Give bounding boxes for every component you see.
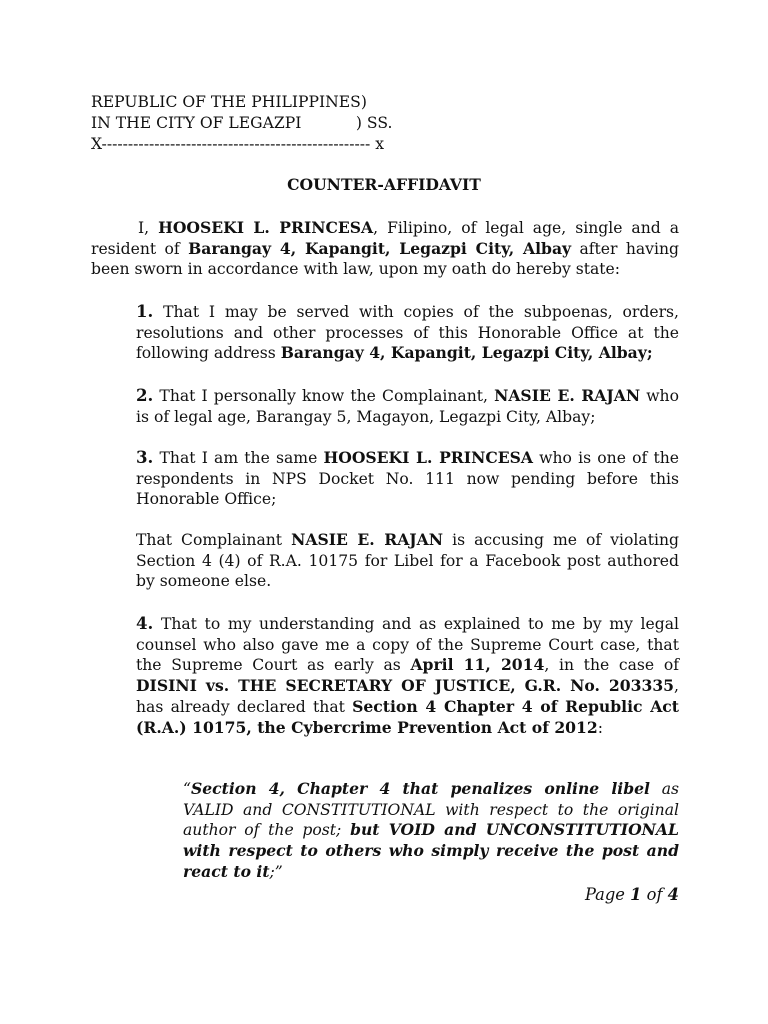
venue-separator: X--------------------------------------------------- x — [91, 135, 385, 153]
venue-line-republic: REPUBLIC OF THE PHILIPPINES) — [91, 93, 367, 111]
venue-header — [91, 92, 691, 155]
quoted-ruling: “Section 4, Chapter 4 that penalizes online libel as VALID and CONSTITUTIONAL with respect to the original author of the post; but VOID and UNCONSTITUTIONAL with respect to others who simply receive the post and react to it;” — [183, 779, 679, 881]
total-pages: 4 — [667, 885, 679, 904]
complainant-name: NASIE E. RAJAN — [494, 386, 641, 405]
paragraph-number: 2. — [136, 385, 154, 405]
case-title: DISINI vs. THE SECRETARY OF JUSTICE, G.R. No. 203335 — [136, 676, 675, 696]
paragraph-1: 1. That I may be served with copies of the subpoenas, orders, resolutions and other processes of this Honorable Office at the following address Barangay 4, Kapangit, Legazpi City, Albay; — [136, 301, 679, 363]
paragraph-3: 3. That I am the same HOOSEKI L. PRINCESA who is one of the respondents in NPS Docket No. 111 now pending before this Honorable Office; — [136, 447, 679, 509]
affiant-name: HOOSEKI L. PRINCESA — [158, 218, 374, 237]
paragraph-4: 4. That to my understanding and as explained to me by my legal counsel who also gave me a copy of the Supreme Court case, that the Supreme Court as early as April 11, 2014, in the case of DISINI vs. THE SECRETARY OF JUSTICE, G.R. No. 203335, has already declared that Section 4 Chapter 4 of Republic Act (R.A.) 10175, the Cybercrime Prevention Act of 2012: — [136, 613, 679, 737]
paragraph-complainant-accusation: That Complainant NASIE E. RAJAN is accusing me of violating Section 4 (4) of R.A. 10175 for Libel for a Facebook post authored by someone else. — [136, 530, 679, 591]
paragraph-2: 2. That I personally know the Complainant, NASIE E. RAJAN who is of legal age, Barangay 5, Magayon, Legazpi City, Albay; — [136, 385, 679, 426]
law-reference: Section 4 Chapter 4 of Republic Act (R.A.) 10175, the Cybercrime Prevention Act of 2012 — [136, 696, 679, 737]
venue-line-city: IN THE CITY OF LEGAZPI ) SS. — [91, 114, 393, 132]
affiant-address: Barangay 4, Kapangit, Legazpi City, Albay — [188, 238, 572, 258]
paragraph-number: 1. — [136, 301, 154, 321]
document-title: COUNTER-AFFIDAVIT — [287, 175, 481, 194]
page-number-footer: Page 1 of 4 — [584, 885, 679, 904]
paragraph-number: 4. — [136, 613, 154, 633]
paragraph-number: 3. — [136, 447, 154, 467]
intro-paragraph: I, HOOSEKI L. PRINCESA, Filipino, of legal age, single and a resident of Barangay 4, Kapangit, Legazpi City, Albay after having been sworn in accordance with law, upon my oath do hereby state: — [91, 218, 680, 279]
current-page: 1 — [630, 885, 642, 904]
decision-date: April 11, 2014 — [410, 655, 545, 675]
